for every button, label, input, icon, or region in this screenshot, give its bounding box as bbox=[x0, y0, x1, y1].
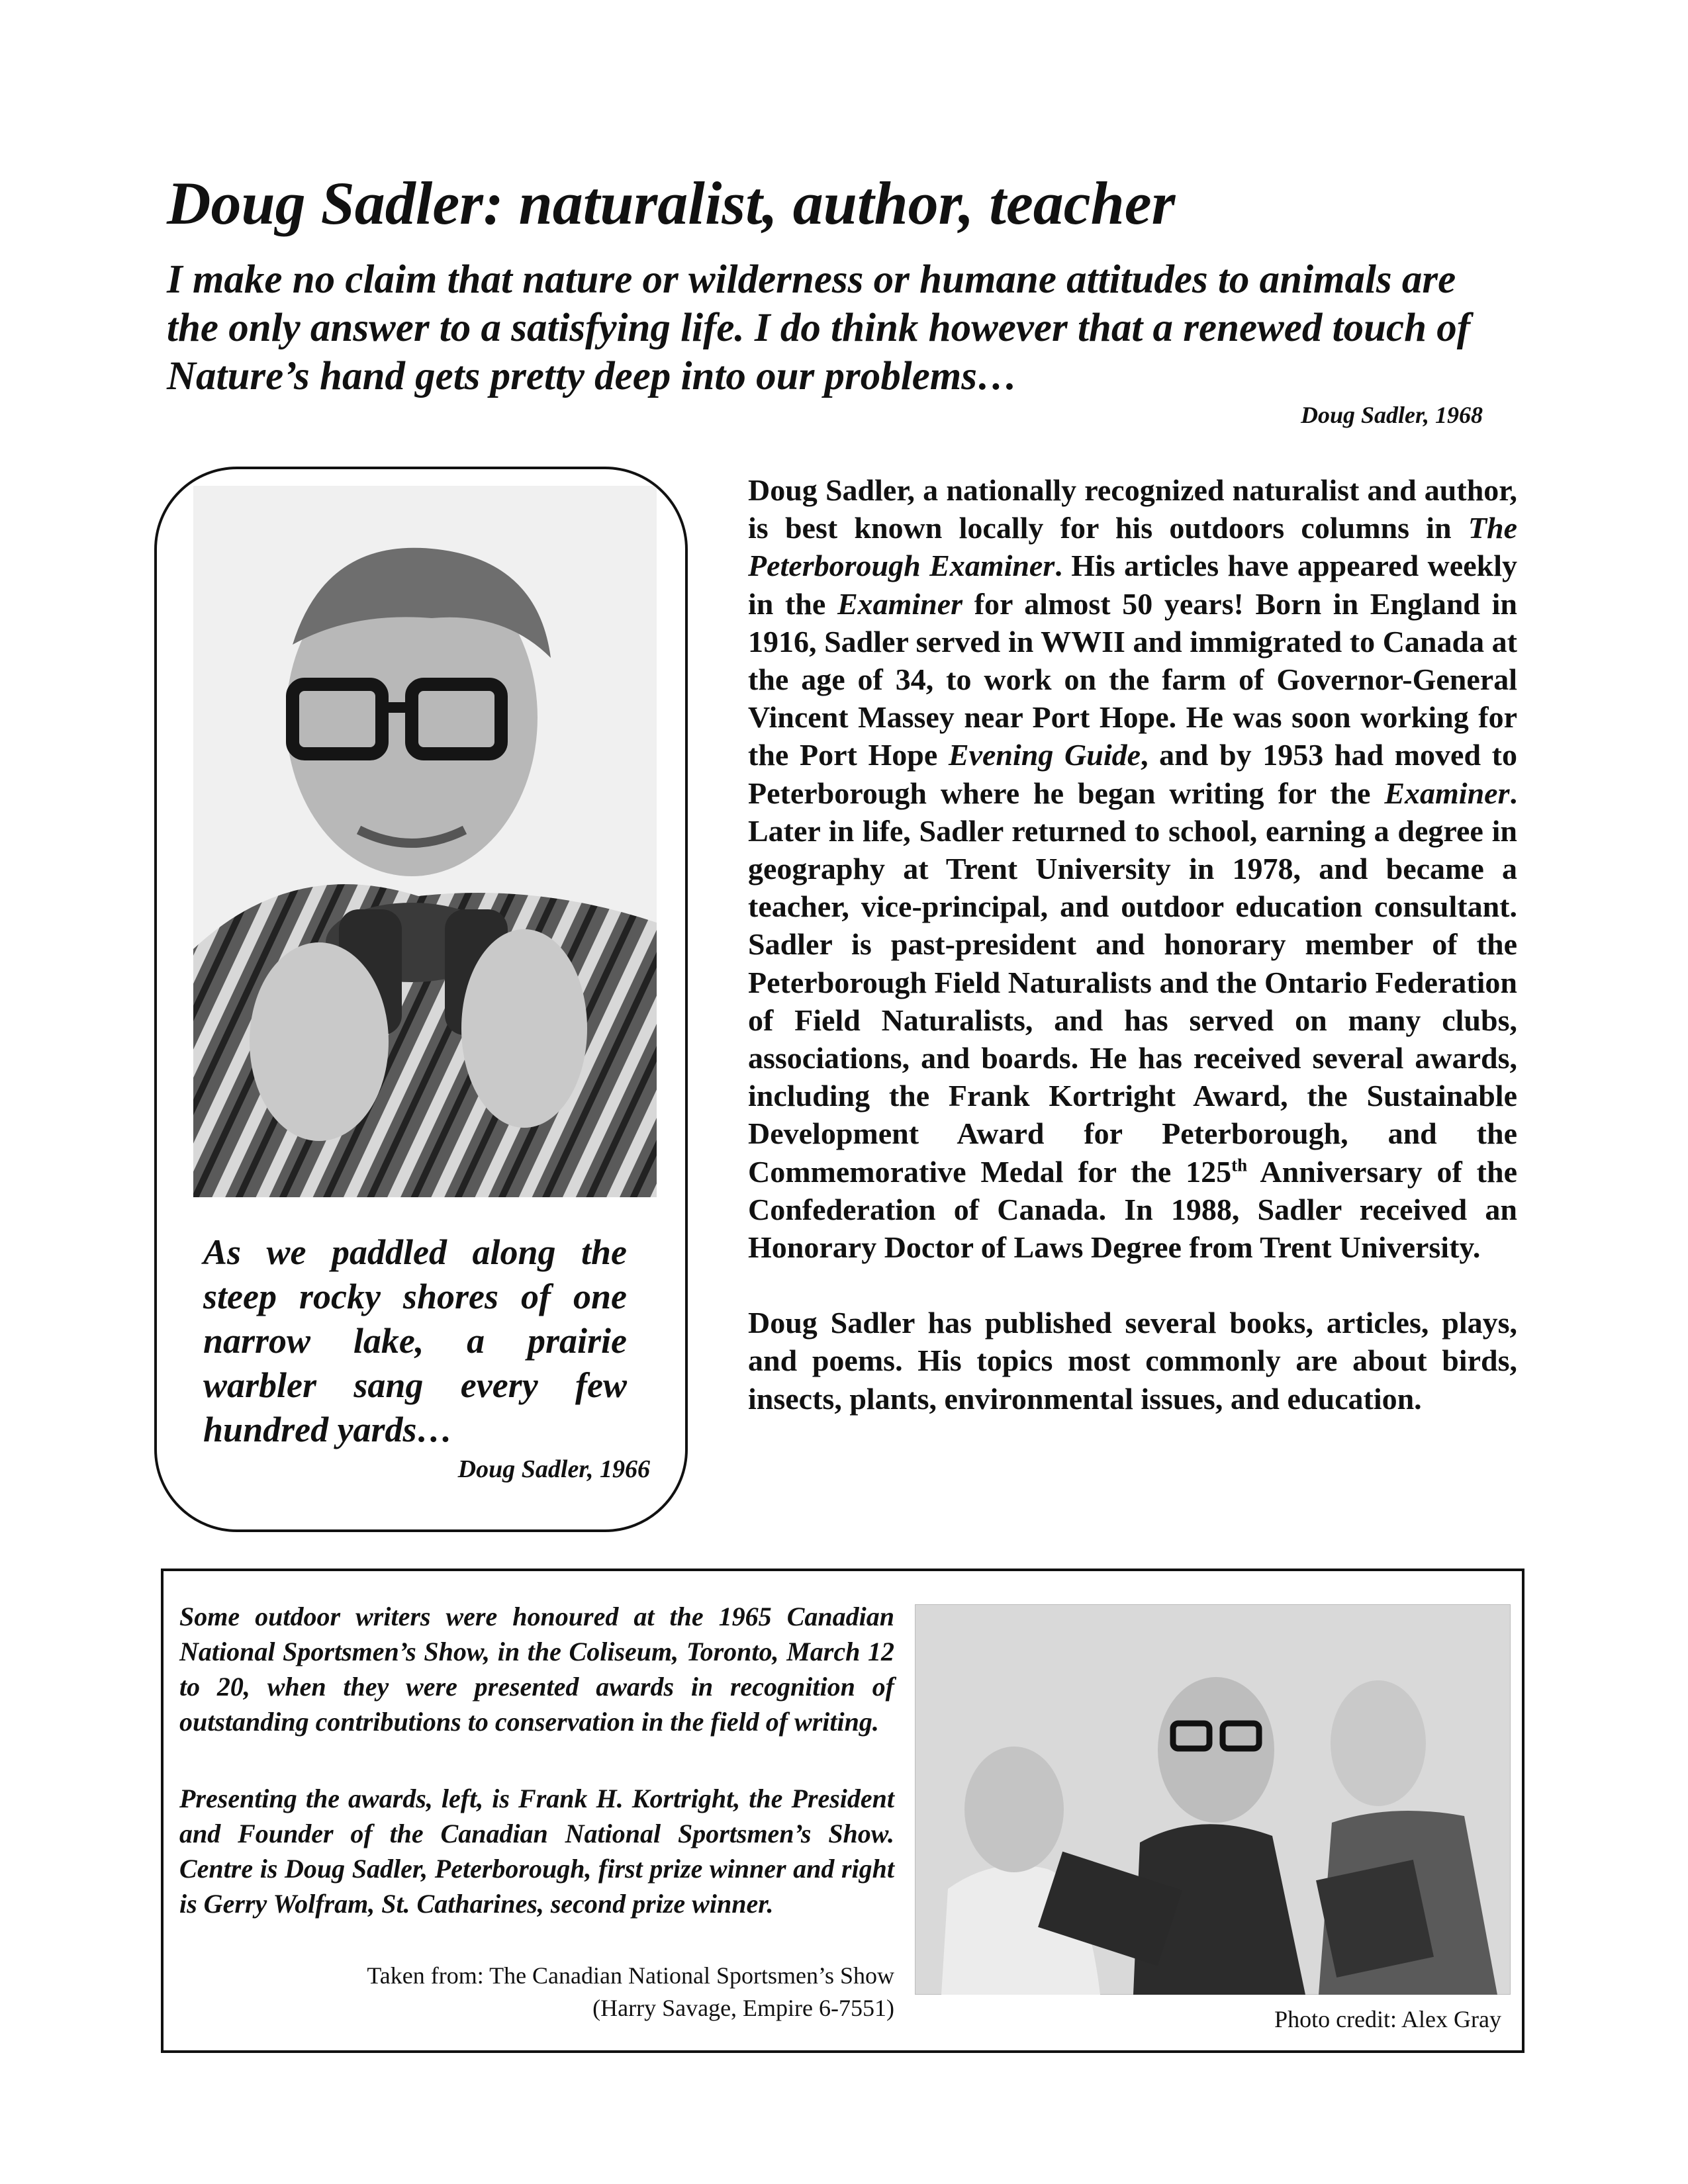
caption-paragraph-1: Some outdoor writers were honoured at the 1965 Canadian National Sportsmen’s Show, in the Coliseum, Toronto, March 12 to 20, when they were presented awards in recognition of outstanding contributions to conservation in the field of writing. bbox=[179, 1602, 894, 1737]
group-photo bbox=[915, 1604, 1511, 1995]
newspaper-title: The Peterborough Examiner bbox=[748, 511, 1517, 583]
photo-caption-box bbox=[161, 1569, 1524, 2053]
source-line-2: (Harry Savage, Empire 6-7551) bbox=[592, 1995, 894, 2021]
bio-paragraph-2: Doug Sadler has published several books, articles, plays, and poems. His topics most commonly are about birds, insects, plants, environmental issues, and education. bbox=[748, 1306, 1517, 1416]
source-line-1: Taken from: The Canadian National Sportsmen’s Show bbox=[367, 1962, 894, 1989]
photo-credit: Photo credit: Alex Gray bbox=[1274, 2006, 1501, 2032]
epigraph-attribution: Doug Sadler, 1968 bbox=[1300, 402, 1483, 428]
newspaper-title: Examiner bbox=[1384, 776, 1510, 810]
portrait-quote: As we paddled along the steep rocky shores of one narrow lake, a prairie warbler sang every few hundred yards… bbox=[203, 1232, 627, 1449]
portrait-quote-attribution: Doug Sadler, 1966 bbox=[457, 1455, 650, 1483]
biography bbox=[748, 471, 1517, 1418]
epigraph-quote: I make no claim that nature or wilderness or humane attitudes to animals are the only answer to a satisfying life. I do think however that a renewed touch of Nature’s hand gets pretty deep into our problems… bbox=[167, 257, 1471, 398]
newspaper-title: Evening Guide bbox=[948, 738, 1141, 772]
bio-paragraph-1: Doug Sadler, a nationally recognized naturalist and author, is best known locally for his outdoors columns in The Peterborough Examiner. His articles have appeared weekly in the Examiner for almost 50 years! Born in England in 1916, Sadler served in WWII and immigrated to Canada at the age of 34, to work on the farm of Governor-General Vincent Massey near Port Hope. He was soon working for the Port Hope Evening Guide, and by 1953 had moved to Peterborough where he began writing for the Examiner. Later in life, Sadler returned to school, earning a degree in geography at Trent University in 1978, and became a teacher, vice-principal, and outdoor education consultant. Sadler is past-president and honorary member of the Peterborough Field Naturalists and the Ontario Federation of Field Naturalists, and has served on many clubs, associations, and boards. He has received several awards, including the Frank Kortright Award, the Sustainable Development Award for Peterborough, and the Commemorative Medal for the 125th Anniversary of the Confederation of Canada. In 1988, Sadler received an Honorary Doctor of Laws Degree from Trent University. bbox=[748, 473, 1518, 1265]
caption-paragraph-2: Presenting the awards, left, is Frank H. Kortright, the President and Founder of the Canadian National Sportsmen’s Show. Centre is Doug Sadler, Peterborough, first prize winner and right is Gerry Wolfram, St. Catharines, second prize winner. bbox=[179, 1784, 894, 1919]
ordinal-suffix: th bbox=[1231, 1155, 1248, 1175]
newspaper-title: Examiner bbox=[837, 586, 963, 621]
portrait-photo bbox=[193, 486, 657, 1197]
portrait-card bbox=[154, 467, 688, 1532]
article-title: Doug Sadler: naturalist, author, teacher bbox=[167, 169, 1176, 237]
